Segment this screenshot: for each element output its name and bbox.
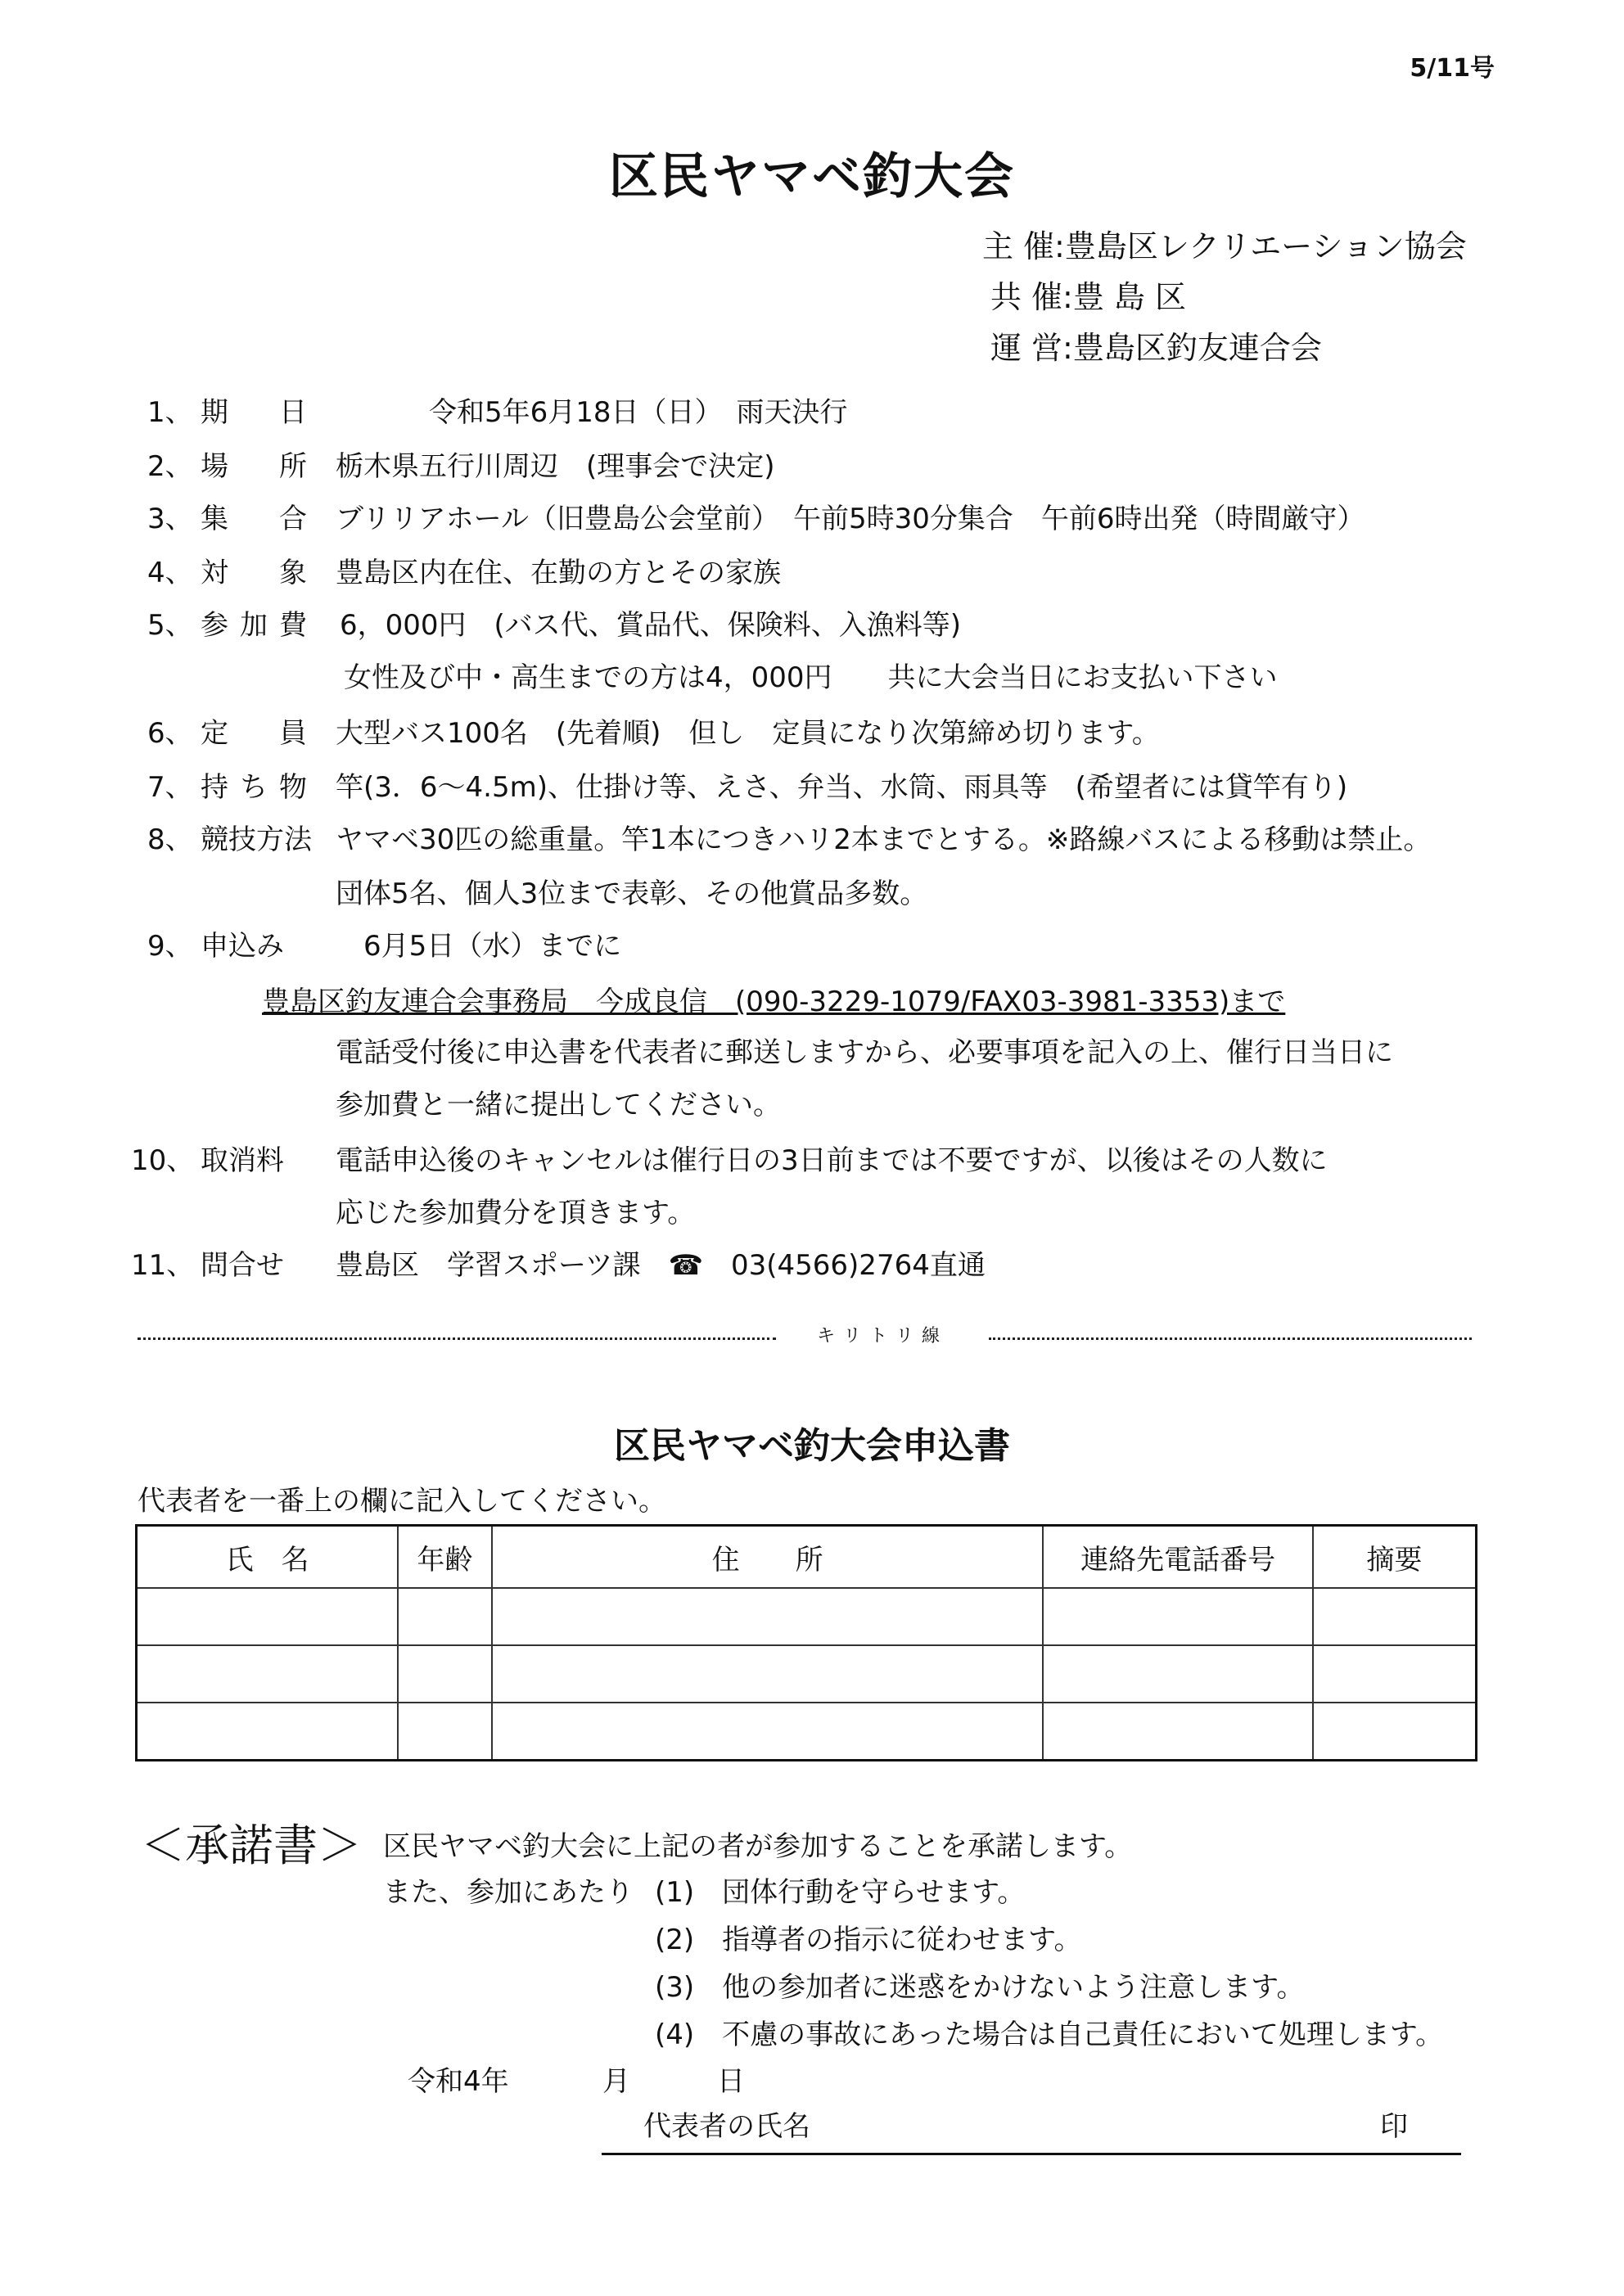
form-note: 代表者を一番上の欄に記入してください。: [138, 1485, 666, 1518]
detail-row: [0, 765, 1624, 805]
cell-phone[interactable]: [1043, 1588, 1312, 1645]
organizer-cohost: 共 催:豊 島 区: [990, 279, 1186, 315]
item-label-part: 問合せ: [201, 1249, 284, 1282]
date-day: 日: [717, 2065, 745, 2098]
item-text: 電話申込後のキャンセルは催行日の3日前までは不要ですが、以後はその人数に: [336, 1144, 1328, 1177]
item-label: [201, 923, 319, 963]
item-number: 11、: [131, 1249, 195, 1282]
detail-row: [0, 871, 1624, 912]
item-number: 2、: [147, 450, 193, 483]
consent-title: ＜承諾書＞: [141, 1820, 362, 1871]
page-title: 区民ヤマベ釣大会: [609, 148, 1015, 205]
header-remarks: 摘要: [1313, 1526, 1477, 1589]
item-label: [201, 550, 307, 590]
detail-row: [0, 444, 1624, 485]
consent-statement: 区民ヤマベ釣大会に上記の者が参加することを承諾します。: [383, 1830, 1133, 1863]
item-text: 6，000円 (バス代、賞品代、保険料、入漁料等): [340, 609, 962, 642]
detail-row: [0, 655, 1624, 696]
issue-number: 5/11号: [1410, 54, 1495, 83]
organizer-operator: 運 営:豊島区釣友連合会: [990, 330, 1322, 366]
date-month: 月: [602, 2065, 630, 2098]
detail-row: [0, 496, 1624, 537]
item-label-part: 申込み: [201, 930, 284, 963]
item-number: 10、: [131, 1144, 195, 1177]
detail-row: [0, 979, 1624, 1020]
item-label-part: 物: [279, 771, 307, 804]
detail-row: [0, 1190, 1624, 1231]
item-label: [201, 710, 307, 751]
item-text: 6月5日（水）までに: [336, 930, 622, 963]
form-title: 区民ヤマベ釣大会申込書: [614, 1425, 1010, 1467]
item-label: [201, 1243, 319, 1283]
signer-label: 代表者の氏名: [643, 2110, 810, 2143]
cell-age[interactable]: [398, 1645, 492, 1703]
table-row: [137, 1645, 1477, 1703]
consent-item: (1) 団体行動を守らせます。: [655, 1876, 1026, 1909]
item-number: 9、: [147, 930, 193, 963]
item-text: 大型バス100名 (先着順) 但し 定員になり次第締め切ります。: [336, 717, 1160, 750]
item-text: 女性及び中・高生までの方は4，000円 共に大会当日にお支払い下さい: [344, 661, 1278, 694]
detail-row: [0, 1138, 1624, 1179]
item-label-part: 定: [201, 717, 228, 750]
item-label: [201, 496, 307, 536]
item-text: ブリリアホール（旧豊島公会堂前） 午前5時30分集合 午前6時出発（時間厳守）: [336, 503, 1365, 535]
detail-row: [0, 710, 1624, 751]
cut-line-label: キリトリ線: [816, 1326, 948, 1346]
cell-age[interactable]: [398, 1588, 492, 1645]
cell-phone[interactable]: [1043, 1703, 1312, 1761]
item-text: 栃木県五行川周辺 (理事会で決定): [336, 450, 775, 483]
consent-item: (2) 指導者の指示に従わせます。: [655, 1924, 1082, 1956]
item-label-part: 対: [201, 557, 228, 589]
cell-name[interactable]: [137, 1588, 398, 1645]
table-row: [137, 1703, 1477, 1761]
detail-row: [0, 817, 1624, 858]
item-label-part: 競技方法: [201, 823, 312, 856]
seal-mark: 印: [1380, 2110, 1408, 2143]
item-number: 3、: [147, 503, 193, 535]
item-text: 参加費と一緒に提出してください。: [336, 1089, 781, 1121]
table-header-row: [137, 1526, 1477, 1589]
signature-line: [602, 2153, 1461, 2155]
cell-name[interactable]: [137, 1703, 398, 1761]
application-table: [135, 1524, 1477, 1761]
cell-remarks[interactable]: [1313, 1645, 1477, 1703]
consent-item: (3) 他の参加者に迷惑をかけないよう注意します。: [655, 1971, 1305, 2004]
item-text: 竿(3．6～4.5m)、仕掛け等、えさ、弁当、水筒、雨具等 (希望者には貸竿有り): [336, 771, 1348, 804]
detail-row: [0, 1082, 1624, 1123]
cell-remarks[interactable]: [1313, 1588, 1477, 1645]
header-name: 氏 名: [137, 1526, 398, 1589]
item-label: [201, 444, 307, 484]
cut-line: [138, 1322, 1472, 1355]
item-text: 豊島区釣友連合会事務局 今成良信 (090-3229-1079/FAX03-3981-3353)まで: [262, 986, 1286, 1018]
cell-address[interactable]: [492, 1703, 1044, 1761]
cell-address[interactable]: [492, 1588, 1044, 1645]
consent-intro: また、参加にあたり: [383, 1876, 634, 1909]
item-text: 団体5名、個人3位まで表彰、その他賞品多数。: [336, 877, 928, 910]
detail-row: [0, 923, 1624, 964]
detail-row: [0, 1243, 1624, 1283]
item-text: 電話受付後に申込書を代表者に郵送しますから、必要事項を記入の上、催行日当日に: [336, 1036, 1393, 1069]
cell-name[interactable]: [137, 1645, 398, 1703]
cell-remarks[interactable]: [1313, 1703, 1477, 1761]
detail-row: [0, 550, 1624, 591]
item-text: ヤマベ30匹の総重量。竿1本につきハリ2本までとする。※路線バスによる移動は禁止。: [336, 823, 1432, 856]
organizer-host: 主 催:豊島区レクリエーション協会: [982, 228, 1467, 264]
item-label-part: 合: [279, 503, 307, 535]
item-label: [201, 1138, 319, 1178]
item-label-part: 場: [201, 450, 228, 483]
item-number: 8、: [147, 823, 193, 856]
item-text: 豊島区内在住、在勤の方とその家族: [336, 557, 781, 589]
cell-address[interactable]: [492, 1645, 1044, 1703]
item-label-part: 日: [279, 396, 307, 429]
item-label: [201, 765, 307, 805]
item-text: 応じた参加費分を頂きます。: [336, 1197, 696, 1229]
item-number: 1、: [147, 396, 193, 429]
cell-phone[interactable]: [1043, 1645, 1312, 1703]
item-number: 5、: [147, 609, 193, 642]
item-label-part: 加: [240, 609, 268, 642]
cell-age[interactable]: [398, 1703, 492, 1761]
table-row: [137, 1588, 1477, 1645]
item-text: 豊島区 学習スポーツ課 ☎ 03(4566)2764直通: [336, 1249, 986, 1282]
item-number: 4、: [147, 557, 193, 589]
date-era: 令和4年: [408, 2065, 509, 2098]
item-label-part: 持: [201, 771, 228, 804]
header-phone: 連絡先電話番号: [1043, 1526, 1312, 1589]
item-label: [201, 817, 319, 857]
item-label-part: 員: [279, 717, 307, 750]
consent-item: (4) 不慮の事故にあった場合は自己責任において処理します。: [655, 2019, 1444, 2051]
item-label-part: 所: [279, 450, 307, 483]
item-number: 7、: [147, 771, 193, 804]
item-label-part: 参: [201, 609, 228, 642]
item-text: 令和5年6月18日（日） 雨天決行: [401, 396, 848, 429]
detail-row: [0, 602, 1624, 643]
item-number: 6、: [147, 717, 193, 750]
item-label: [201, 390, 307, 430]
item-label-part: 期: [201, 396, 228, 429]
item-label-part: 象: [279, 557, 307, 589]
header-address: 住 所: [492, 1526, 1044, 1589]
detail-row: [0, 390, 1624, 431]
item-label-part: ち: [240, 771, 268, 804]
header-age: 年齢: [398, 1526, 492, 1589]
item-label: [201, 602, 307, 643]
detail-row: [0, 1030, 1624, 1071]
item-label-part: 取消料: [201, 1144, 284, 1177]
item-label-part: 集: [201, 503, 228, 535]
item-label-part: 費: [279, 609, 307, 642]
